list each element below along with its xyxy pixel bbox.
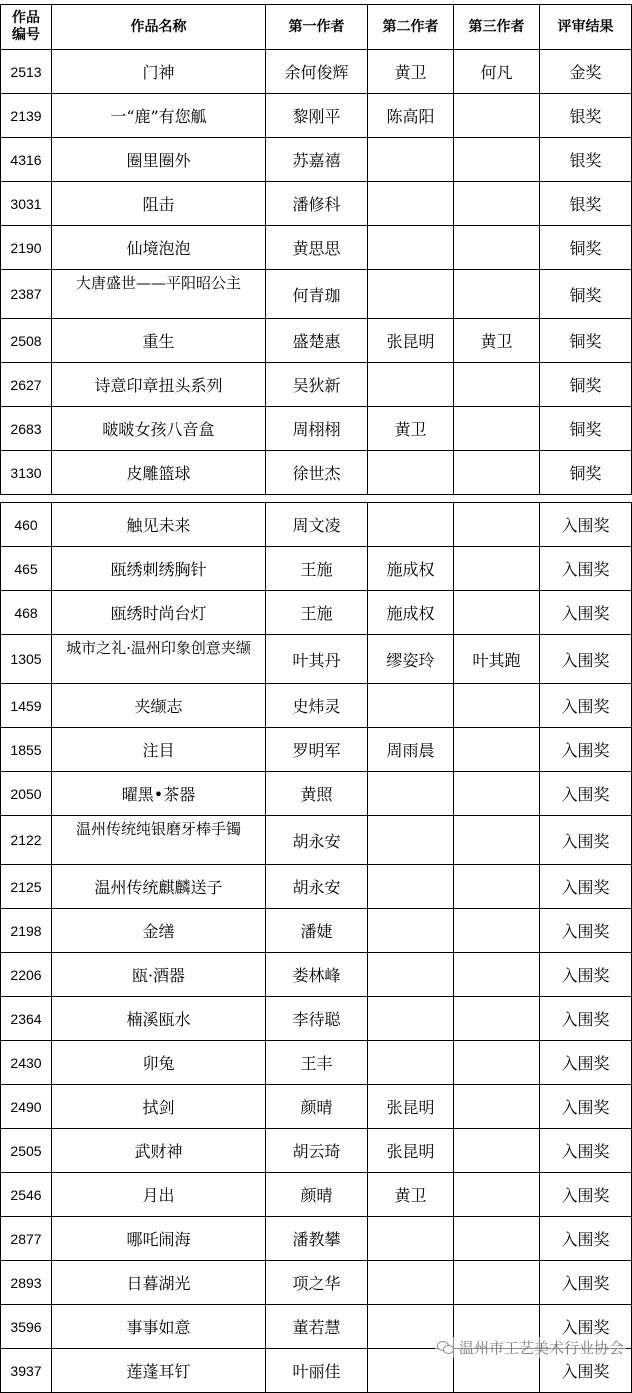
result-cell: 入围奖: [540, 728, 632, 772]
work-id-cell: 2490: [1, 1085, 52, 1129]
third-author-cell: [454, 94, 540, 138]
third-author-cell: [454, 865, 540, 909]
third-author-cell: [454, 451, 540, 495]
work-title-cell: 注目: [52, 728, 266, 772]
work-id-cell: 3937: [1, 1349, 52, 1393]
second-author-cell: 施成权: [368, 591, 454, 635]
table-row: [1, 94, 632, 138]
second-author-cell: [368, 1041, 454, 1085]
second-author-cell: 缪姿玲: [368, 635, 454, 684]
first-author-cell: 胡永安: [266, 865, 368, 909]
header-title: 作品名称: [52, 5, 266, 50]
work-title-cell: 月出: [52, 1173, 266, 1217]
result-cell: 入围奖: [540, 635, 632, 684]
work-title-cell: 楠溪瓯水: [52, 997, 266, 1041]
work-id-cell: 2364: [1, 997, 52, 1041]
table-row: [1, 319, 632, 363]
result-cell: 入围奖: [540, 772, 632, 816]
result-cell: 银奖: [540, 138, 632, 182]
result-cell: 银奖: [540, 182, 632, 226]
result-cell: 铜奖: [540, 319, 632, 363]
work-title-cell: 城市之礼·温州印象创意夹缬: [52, 635, 266, 684]
second-author-cell: 张昆明: [368, 319, 454, 363]
third-author-cell: [454, 547, 540, 591]
work-id-cell: 2546: [1, 1173, 52, 1217]
second-author-cell: [368, 816, 454, 865]
work-title-cell: 拭剑: [52, 1085, 266, 1129]
work-id-cell: 3596: [1, 1305, 52, 1349]
result-cell: 入围奖: [540, 1349, 632, 1393]
result-cell: 入围奖: [540, 1305, 632, 1349]
first-author-cell: 娄林峰: [266, 953, 368, 997]
table-row: [1, 953, 632, 997]
third-author-cell: [454, 772, 540, 816]
header-author1: 第一作者: [266, 5, 368, 50]
work-id-cell: 2387: [1, 270, 52, 319]
first-author-cell: 叶丽佳: [266, 1349, 368, 1393]
result-cell: 入围奖: [540, 953, 632, 997]
result-cell: 入围奖: [540, 1261, 632, 1305]
result-cell: 入围奖: [540, 865, 632, 909]
result-cell: 金奖: [540, 50, 632, 94]
result-cell: 入围奖: [540, 684, 632, 728]
first-author-cell: 黎刚平: [266, 94, 368, 138]
finalist-table: [0, 502, 632, 1393]
table-row: [1, 865, 632, 909]
first-author-cell: 盛楚惠: [266, 319, 368, 363]
second-author-cell: [368, 182, 454, 226]
table-row: [1, 1085, 632, 1129]
third-author-cell: [454, 728, 540, 772]
first-author-cell: 胡永安: [266, 816, 368, 865]
work-id-cell: 1305: [1, 635, 52, 684]
work-title-cell: 圈里圈外: [52, 138, 266, 182]
work-title-cell: 啵啵女孩八音盒: [52, 407, 266, 451]
first-author-cell: 吴狄新: [266, 363, 368, 407]
third-author-cell: [454, 1173, 540, 1217]
work-id-cell: 4316: [1, 138, 52, 182]
result-cell: 入围奖: [540, 816, 632, 865]
work-id-cell: 3130: [1, 451, 52, 495]
result-cell: 入围奖: [540, 1041, 632, 1085]
third-author-cell: [454, 363, 540, 407]
second-author-cell: 周雨晨: [368, 728, 454, 772]
first-author-cell: 王丰: [266, 1041, 368, 1085]
second-author-cell: [368, 226, 454, 270]
first-author-cell: 叶其丹: [266, 635, 368, 684]
work-id-cell: 2505: [1, 1129, 52, 1173]
work-id-cell: 1855: [1, 728, 52, 772]
table-row: [1, 547, 632, 591]
result-cell: 入围奖: [540, 1129, 632, 1173]
result-cell: 铜奖: [540, 226, 632, 270]
watermark-text: 温州市工艺美术行业协会: [458, 1340, 624, 1357]
first-author-cell: 黄照: [266, 772, 368, 816]
second-author-cell: [368, 772, 454, 816]
header-author3: 第三作者: [454, 5, 540, 50]
table-row: [1, 728, 632, 772]
second-author-cell: 张昆明: [368, 1085, 454, 1129]
table-row: [1, 138, 632, 182]
work-title-cell: 仙境泡泡: [52, 226, 266, 270]
first-author-cell: 周文凌: [266, 503, 368, 547]
work-title-cell: 莲蓬耳钉: [52, 1349, 266, 1393]
table-row: [1, 997, 632, 1041]
second-author-cell: [368, 1261, 454, 1305]
work-id-cell: 2198: [1, 909, 52, 953]
work-title-cell: 曜黑•茶器: [52, 772, 266, 816]
result-cell: 入围奖: [540, 909, 632, 953]
work-id-cell: 2190: [1, 226, 52, 270]
first-author-cell: 罗明军: [266, 728, 368, 772]
first-author-cell: 王施: [266, 591, 368, 635]
third-author-cell: [454, 407, 540, 451]
first-author-cell: 余何俊辉: [266, 50, 368, 94]
work-title-cell: 瓯绣时尚台灯: [52, 591, 266, 635]
work-title-cell: 皮雕篮球: [52, 451, 266, 495]
table-row: [1, 816, 632, 865]
watermark: [435, 1337, 626, 1358]
first-author-cell: 潘婕: [266, 909, 368, 953]
first-author-cell: 王施: [266, 547, 368, 591]
work-id-cell: 2050: [1, 772, 52, 816]
result-cell: 铜奖: [540, 363, 632, 407]
table-row: [1, 909, 632, 953]
second-author-cell: [368, 865, 454, 909]
work-title-cell: 武财神: [52, 1129, 266, 1173]
third-author-cell: 黄卫: [454, 319, 540, 363]
second-author-cell: [368, 909, 454, 953]
work-id-cell: 2513: [1, 50, 52, 94]
header-row: [1, 5, 632, 50]
result-cell: 入围奖: [540, 1217, 632, 1261]
work-id-cell: 3031: [1, 182, 52, 226]
first-author-cell: 史炜灵: [266, 684, 368, 728]
work-id-cell: 2139: [1, 94, 52, 138]
third-author-cell: 叶其跑: [454, 635, 540, 684]
header-id-line2: 编号: [12, 27, 40, 43]
third-author-cell: [454, 226, 540, 270]
work-id-cell: 2877: [1, 1217, 52, 1261]
work-title-cell: 金缮: [52, 909, 266, 953]
table-row: [1, 270, 632, 319]
third-author-cell: [454, 138, 540, 182]
first-author-cell: 胡云琦: [266, 1129, 368, 1173]
second-author-cell: 黄卫: [368, 50, 454, 94]
work-title-cell: 温州传统纯银磨牙棒手镯: [52, 816, 266, 865]
result-cell: 入围奖: [540, 1085, 632, 1129]
result-cell: 入围奖: [540, 1173, 632, 1217]
work-id-cell: 2430: [1, 1041, 52, 1085]
third-author-cell: [454, 182, 540, 226]
result-cell: 铜奖: [540, 270, 632, 319]
table-row: [1, 684, 632, 728]
work-title-cell: 阻击: [52, 182, 266, 226]
work-id-cell: 465: [1, 547, 52, 591]
table-row: [1, 591, 632, 635]
third-author-cell: [454, 1217, 540, 1261]
header-result: 评审结果: [540, 5, 632, 50]
work-id-cell: 2627: [1, 363, 52, 407]
table-row: [1, 1129, 632, 1173]
first-author-cell: 项之华: [266, 1261, 368, 1305]
third-author-cell: 何凡: [454, 50, 540, 94]
first-author-cell: 李待聪: [266, 997, 368, 1041]
result-cell: 入围奖: [540, 547, 632, 591]
work-title-cell: 瓯绣刺绣胸针: [52, 547, 266, 591]
table-row: [1, 363, 632, 407]
work-title-cell: 触见未来: [52, 503, 266, 547]
second-author-cell: [368, 953, 454, 997]
second-author-cell: [368, 451, 454, 495]
work-id-cell: 2508: [1, 319, 52, 363]
work-id-cell: 1459: [1, 684, 52, 728]
first-author-cell: 周栩栩: [266, 407, 368, 451]
table-row: [1, 50, 632, 94]
result-cell: 银奖: [540, 94, 632, 138]
work-title-cell: 事事如意: [52, 1305, 266, 1349]
second-author-cell: 陈高阳: [368, 94, 454, 138]
first-author-cell: 颜晴: [266, 1173, 368, 1217]
first-author-cell: 潘教攀: [266, 1217, 368, 1261]
table-row: [1, 1041, 632, 1085]
table-row: [1, 635, 632, 684]
third-author-cell: [454, 1261, 540, 1305]
header-author2: 第二作者: [368, 5, 454, 50]
work-title-cell: 哪吒闹海: [52, 1217, 266, 1261]
third-author-cell: [454, 909, 540, 953]
work-title-cell: 一“鹿”有您觚: [52, 94, 266, 138]
first-author-cell: 徐世杰: [266, 451, 368, 495]
work-title-cell: 温州传统麒麟送子: [52, 865, 266, 909]
table-row: [1, 503, 632, 547]
third-author-cell: [454, 997, 540, 1041]
table-row: [1, 226, 632, 270]
work-id-cell: 2125: [1, 865, 52, 909]
table-row: [1, 1173, 632, 1217]
table-row: [1, 451, 632, 495]
finalist-table-body: [1, 503, 632, 1393]
work-id-cell: 2893: [1, 1261, 52, 1305]
first-author-cell: 董若慧: [266, 1305, 368, 1349]
header-id: [1, 5, 52, 50]
work-title-cell: 诗意印章扭头系列: [52, 363, 266, 407]
second-author-cell: [368, 138, 454, 182]
second-author-cell: [368, 363, 454, 407]
result-cell: 铜奖: [540, 407, 632, 451]
award-table-body: [1, 50, 632, 495]
work-id-cell: 2683: [1, 407, 52, 451]
table-row: [1, 407, 632, 451]
table-row: [1, 182, 632, 226]
header-id-line1: 作品: [12, 10, 40, 26]
wechat-icon: [437, 1341, 455, 1355]
third-author-cell: [454, 1085, 540, 1129]
third-author-cell: [454, 270, 540, 319]
first-author-cell: 颜晴: [266, 1085, 368, 1129]
table-row: [1, 1217, 632, 1261]
second-author-cell: 黄卫: [368, 407, 454, 451]
work-title-cell: 卯兔: [52, 1041, 266, 1085]
first-author-cell: 何青珈: [266, 270, 368, 319]
result-cell: 入围奖: [540, 997, 632, 1041]
work-title-cell: 日暮湖光: [52, 1261, 266, 1305]
work-title-cell: 重生: [52, 319, 266, 363]
first-author-cell: 潘修科: [266, 182, 368, 226]
second-author-cell: [368, 503, 454, 547]
second-author-cell: [368, 997, 454, 1041]
second-author-cell: [368, 684, 454, 728]
work-title-cell: 夹缬志: [52, 684, 266, 728]
work-id-cell: 2206: [1, 953, 52, 997]
third-author-cell: [454, 591, 540, 635]
result-cell: 入围奖: [540, 503, 632, 547]
table-row: [1, 772, 632, 816]
table-row: [1, 1261, 632, 1305]
work-id-cell: 2122: [1, 816, 52, 865]
third-author-cell: [454, 503, 540, 547]
result-cell: 入围奖: [540, 591, 632, 635]
work-id-cell: 468: [1, 591, 52, 635]
second-author-cell: 黄卫: [368, 1173, 454, 1217]
work-title-cell: 瓯·酒器: [52, 953, 266, 997]
third-author-cell: [454, 1041, 540, 1085]
award-table: [0, 4, 632, 495]
third-author-cell: [454, 1129, 540, 1173]
result-cell: 铜奖: [540, 451, 632, 495]
third-author-cell: [454, 684, 540, 728]
second-author-cell: 张昆明: [368, 1129, 454, 1173]
second-author-cell: [368, 1217, 454, 1261]
work-title-cell: 门神: [52, 50, 266, 94]
first-author-cell: 黄思思: [266, 226, 368, 270]
second-author-cell: 施成权: [368, 547, 454, 591]
third-author-cell: [454, 953, 540, 997]
third-author-cell: [454, 816, 540, 865]
second-author-cell: [368, 270, 454, 319]
work-id-cell: 460: [1, 503, 52, 547]
first-author-cell: 苏嘉禧: [266, 138, 368, 182]
work-title-cell: 大唐盛世——平阳昭公主: [52, 270, 266, 319]
